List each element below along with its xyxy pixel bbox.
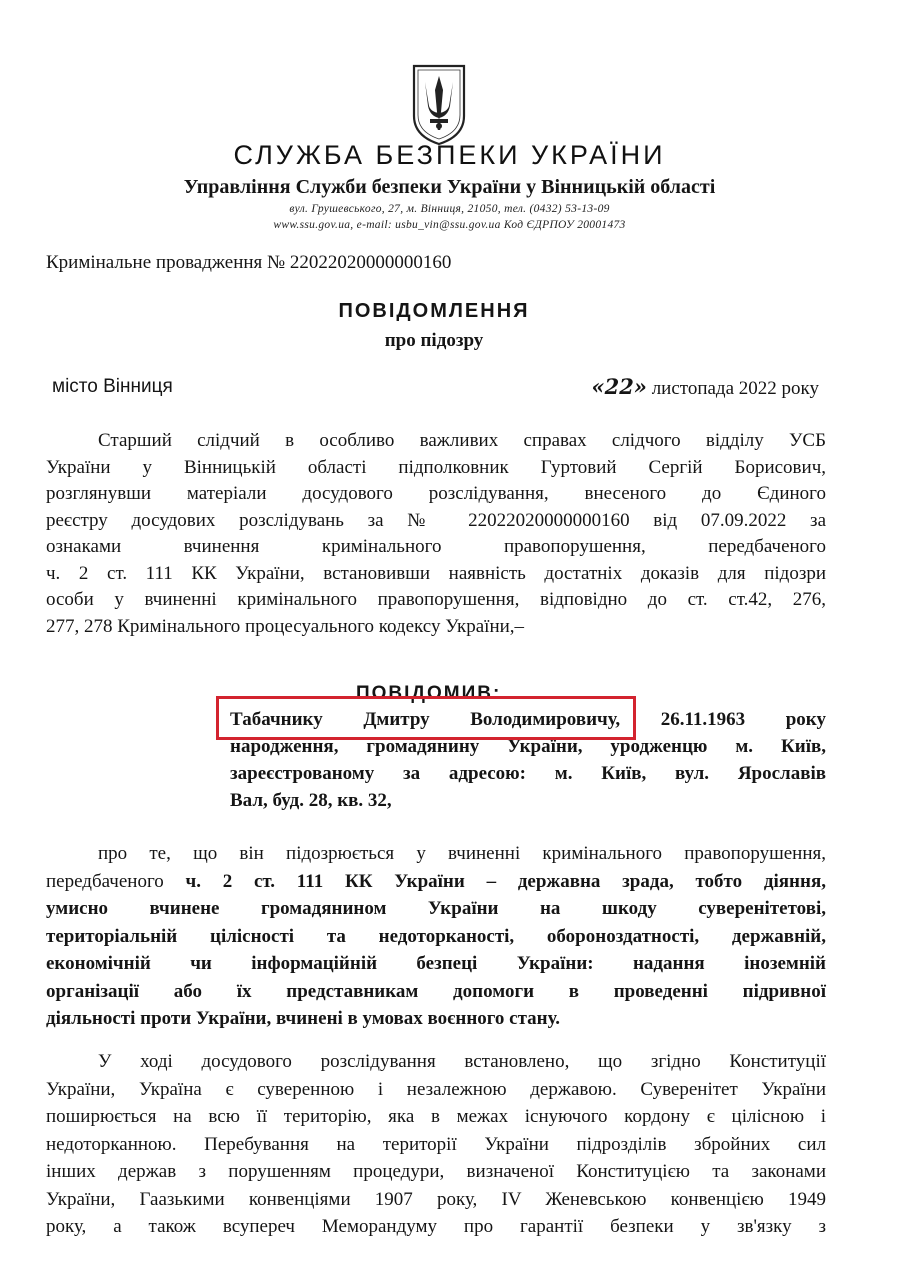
date-day: «22» (591, 374, 647, 399)
notified-heading: ПОВІДОМИВ: (356, 683, 502, 704)
investigation-line: поширюється на всю її територію, яка в межах існуючого кордону є цілісною і (46, 1106, 826, 1127)
suspicion-paragraph (46, 840, 826, 1033)
suspicion-line: умисно вчинене громадянином України на шкоду суверенітетові, (46, 898, 826, 919)
document-title: ПОВІДОМЛЕННЯ (338, 300, 530, 322)
suspicion-line-plain: передбаченого (46, 870, 186, 892)
intro-line: України у Вінницькій області підполковник Гуртовий Сергій Борисович, (46, 456, 826, 478)
intro-line: реєстру досудових розслідувань за № 22022020000000160 від 07.09.2022 за (46, 509, 826, 531)
org-title: СЛУЖБА БЕЗПЕКИ УКРАЇНИ (233, 140, 666, 170)
suspicion-line: організації або їх представникам допомоги в проведенні підривної (46, 980, 826, 1002)
suspicion-line: діяльності проти України, вчинені в умовах воєнного стану. (46, 1008, 560, 1029)
suspect-name-highlight (216, 696, 636, 740)
suspect-line: Вал, буд. 28, кв. 32, (230, 790, 392, 811)
suspicion-line: про те, що він підозрюється у вчиненні кримінального правопорушення, (98, 843, 826, 864)
date-month-year: листопада 2022 року (646, 378, 819, 399)
case-number: Кримінальне провадження № 22022020000000160 (46, 252, 452, 273)
investigation-paragraph (46, 1048, 826, 1241)
document-date (591, 374, 819, 400)
investigation-line: недоторканною. Перебування на території України підрозділів збройних сил (46, 1133, 826, 1155)
org-subtitle: Управління Служби безпеки України у Вінницькій області (183, 176, 716, 198)
city: місто Вінниця (52, 376, 173, 397)
intro-line: особи у вчиненні кримінального правопорушення, відповідно до ст. ст.42, 276, (46, 589, 826, 610)
investigation-line: України, Україна є суверенною і незалежною державою. Суверенітет України (46, 1078, 826, 1100)
trident-emblem-icon (410, 62, 468, 146)
org-contacts: www.ssu.gov.ua, e-mail: usbu_vin@ssu.gov.ua Код ЄДРПОУ 20001473 (273, 219, 626, 231)
suspicion-line: територіальній цілісності та недоторканості, обороноздатності, державній, (46, 925, 826, 947)
intro-line: розглянувши матеріали досудового розслідування, внесеного до Єдиного (46, 483, 826, 504)
investigation-line: року, а також всупереч Меморандуму про гарантії безпеки у зв'язку з (46, 1216, 826, 1237)
intro-line: 277, 278 Кримінального процесуального кодексу України,– (46, 615, 525, 637)
investigation-line: інших держав з порушенням процедури, визначеної Конституцією та законами (46, 1161, 826, 1182)
suspect-line: зареєстрованому за адресою: м. Київ, вул. Ярославів (230, 763, 826, 784)
intro-line: Старший слідчий в особливо важливих справах слідчого відділу УСБ (98, 430, 826, 451)
suspicion-line (46, 868, 826, 896)
org-address: вул. Грушевського, 27, м. Вінниця, 21050, тел. (0432) 53-13-09 (289, 203, 610, 215)
suspect-line: Табачнику Дмитру Володимировичу, 26.11.1963 року (230, 709, 826, 730)
intro-paragraph (46, 428, 826, 640)
suspicion-line-bold: ч. 2 ст. 111 КК України – державна зрада, тобто діяння, (185, 870, 826, 892)
intro-line: ч. 2 ст. 111 КК України, встановивши наявність достатніх доказів для підозри (46, 562, 826, 584)
suspect-line: народження, громадянину України, уродженцю м. Київ, (230, 736, 826, 757)
intro-line: ознаками вчинення кримінального правопорушення, передбаченого (46, 536, 826, 557)
suspicion-line: економічній чи інформаційній безпеці України: надання іноземній (46, 953, 826, 974)
investigation-line: У ході досудового розслідування встановлено, що згідно Конституції (98, 1051, 826, 1072)
document-subtitle: про підозру (384, 330, 484, 351)
investigation-line: України, Гаазькими конвенціями 1907 року, IV Женевською конвенцією 1949 (46, 1188, 826, 1210)
